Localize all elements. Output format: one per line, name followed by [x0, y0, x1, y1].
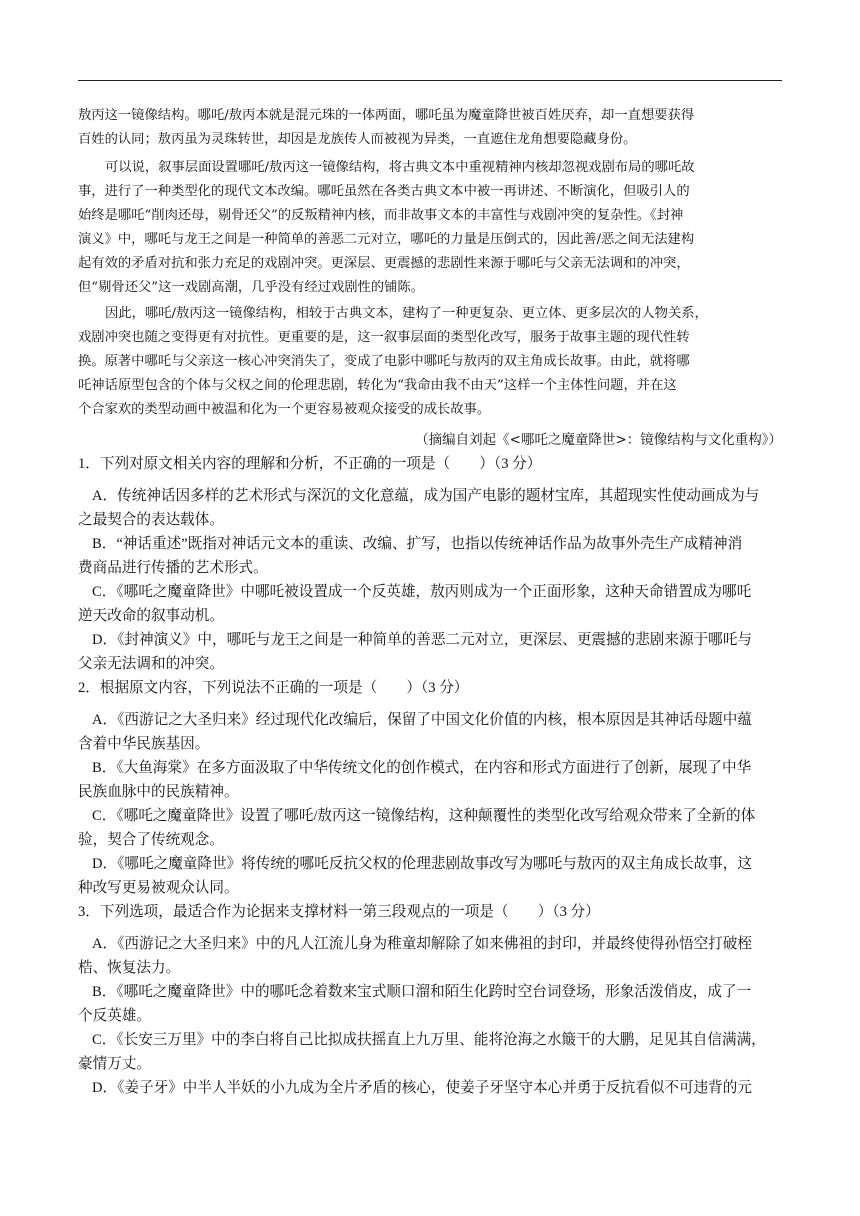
text-line: D．《姜子牙》中半人半妖的小九成为全片矛盾的核心，使姜子牙坚守本心并勇于反抗看似不可违背的元	[92, 1080, 752, 1096]
question-1-stem	[78, 452, 782, 476]
text-line: 但“剔骨还父”这一戏剧高潮，几乎没有经过戏剧性的铺陈。	[78, 280, 425, 295]
text-line: 个反英雄。	[78, 1008, 151, 1024]
question-2-stem	[78, 676, 782, 700]
text-line: 事，进行了一种类型化的现代文本改编。哪吒虽然在各类古典文本中被一再讲述、不断演化，但吸引人的	[78, 184, 690, 199]
text-line: 2．根据原文内容，下列说法不正确的一项是（ ）（3 分）	[78, 680, 469, 696]
question-2-option-c[interactable]	[78, 804, 782, 852]
question-1-option-d[interactable]	[78, 628, 782, 676]
question-3-option-b[interactable]	[78, 980, 782, 1028]
text-line: 种改写更易被观众认同。	[78, 880, 239, 896]
text-line: 因此，哪吒/敖丙这一镜像结构，相较于古典文本，建构了一种更复杂、更立体、更多层次的人物关系，	[105, 306, 708, 321]
text-line: C．《哪吒之魔童降世》中哪吒被设置成一个反英雄，敖丙则成为一个正面形象，这种天命错置成为哪吒	[92, 584, 752, 600]
question-2-option-d[interactable]	[78, 852, 782, 900]
question-3-stem	[78, 900, 782, 924]
text-line: D．《封神演义》中，哪吒与龙王之间是一种简单的善恶二元对立，更深层、更震撼的悲剧来源于哪吒与	[92, 632, 752, 648]
passage-paragraph-3	[78, 302, 782, 422]
text-line: 百姓的认同；敖丙虽为灵珠转世，却因是龙族传人而被视为异类，一直遮住龙角想要隐藏身份。	[78, 132, 637, 147]
text-line: 之最契合的表达载体。	[78, 512, 224, 528]
text-line: 敖丙这一镜像结构。哪吒/敖丙本就是混元珠的一体两面，哪吒虽为魔童降世被百姓厌弃，却一直想要获得	[78, 108, 695, 123]
text-line: A．传统神话因多样的艺术形式与深沉的文化意蕴，成为国产电影的题材宝库，其超现实性使动画成为与	[92, 488, 760, 504]
text-line: B．《大鱼海棠》在多方面汲取了中华传统文化的创作模式，在内容和形式方面进行了创新，展现了中华	[92, 760, 752, 776]
text-line: 起有效的矛盾对抗和张力充足的戏剧冲突。更深层、更震撼的悲剧性来源于哪吒与父亲无法调和的冲突，	[78, 256, 690, 271]
header-rule	[78, 80, 782, 81]
text-line: 戏剧冲突也随之变得更有对抗性。更重要的是，这一叙事层面的类型化改写，服务于故事主题的现代性转	[78, 330, 690, 345]
question-3-option-c[interactable]	[78, 1028, 782, 1076]
text-line: 父亲无法调和的冲突。	[78, 656, 224, 672]
text-line: D．《哪吒之魔童降世》将传统的哪吒反抗父权的伦理悲剧故事改写为哪吒与敖丙的双主角成长故事，这	[92, 856, 752, 872]
text-line: 个合家欢的类型动画中被温和化为一个更容易被观众接受的成长故事。	[78, 402, 491, 417]
text-line: 1．下列对原文相关内容的理解和分析，不正确的一项是（ ）（3 分）	[78, 456, 542, 472]
text-line: 可以说，叙事层面设置哪吒/敖丙这一镜像结构，将古典文本中重视精神内核却忽视戏剧布局的哪吒故	[105, 160, 695, 175]
question-3-option-a[interactable]	[78, 932, 782, 980]
text-line: 费商品进行传播的艺术形式。	[78, 560, 268, 576]
text-line: 验，契合了传统观念。	[78, 832, 224, 848]
text-line: 逆天改命的叙事动机。	[78, 608, 224, 624]
text-line: A．《西游记之大圣归来》经过现代化改编后，保留了中国文化价值的内核，根本原因是其神话母题中蕴	[92, 712, 752, 728]
text-line: 始终是哪吒“削肉还母，剔骨还父”的反叛精神内核，而非故事文本的丰富性与戏剧冲突的复杂性。《封神	[78, 208, 684, 223]
passage-paragraph-2	[78, 156, 782, 300]
passage-paragraph-1	[78, 104, 782, 152]
text-line: 含着中华民族基因。	[78, 736, 210, 752]
source-citation: （摘编自刘起《<哪吒之魔童降世>：镜像结构与文化重构》）	[415, 432, 782, 448]
text-line: B．“神话重述”既指对神话元文本的重读、改编、扩写，也指以传统神话作品为故事外壳生产成精神消	[92, 536, 743, 552]
question-3-option-d[interactable]	[78, 1076, 782, 1100]
text-line: 换。原著中哪吒与父亲这一核心冲突消失了，变成了电影中哪吒与敖丙的双主角成长故事。由此，就将哪	[78, 354, 690, 369]
question-2-option-a[interactable]	[78, 708, 782, 756]
text-line: A．《西游记之大圣归来》中的凡人江流儿身为稚童却解除了如来佛祖的封印，并最终使得孙悟空打破桎	[92, 936, 752, 952]
question-1-option-b[interactable]	[78, 532, 782, 580]
text-line: C．《长安三万里》中的李白将自己比拟成扶摇直上九万里、能将沧海之水簸干的大鹏，足见其自信满满，	[92, 1032, 766, 1048]
text-line: 3．下列选项，最适合作为论据来支撑材料一第三段观点的一项是（ ）（3 分）	[78, 904, 600, 920]
text-line: B．《哪吒之魔童降世》中的哪吒念着数来宝式顺口溜和陌生化跨时空台词登场，形象活泼俏皮，成了一	[92, 984, 752, 1000]
text-line: 民族血脉中的民族精神。	[78, 784, 239, 800]
question-1-option-a[interactable]	[78, 484, 782, 532]
text-line: 豪情万丈。	[78, 1056, 151, 1072]
text-line: C．《哪吒之魔童降世》设置了哪吒/敖丙这一镜像结构，这种颠覆性的类型化改写给观众带来了全新的体	[92, 808, 756, 824]
text-line: 梏、恢复法力。	[78, 960, 181, 976]
question-2-option-b[interactable]	[78, 756, 782, 804]
question-1-option-c[interactable]	[78, 580, 782, 628]
text-line: 吒神话原型包含的个体与父权之间的伦理悲剧，转化为“我命由我不由天”这样一个主体性问题，并在这	[78, 378, 677, 393]
text-line: 演义》中，哪吒与龙王之间是一种简单的善恶二元对立，哪吒的力量是压倒式的，因此善/恶之间无法建构	[78, 232, 695, 247]
